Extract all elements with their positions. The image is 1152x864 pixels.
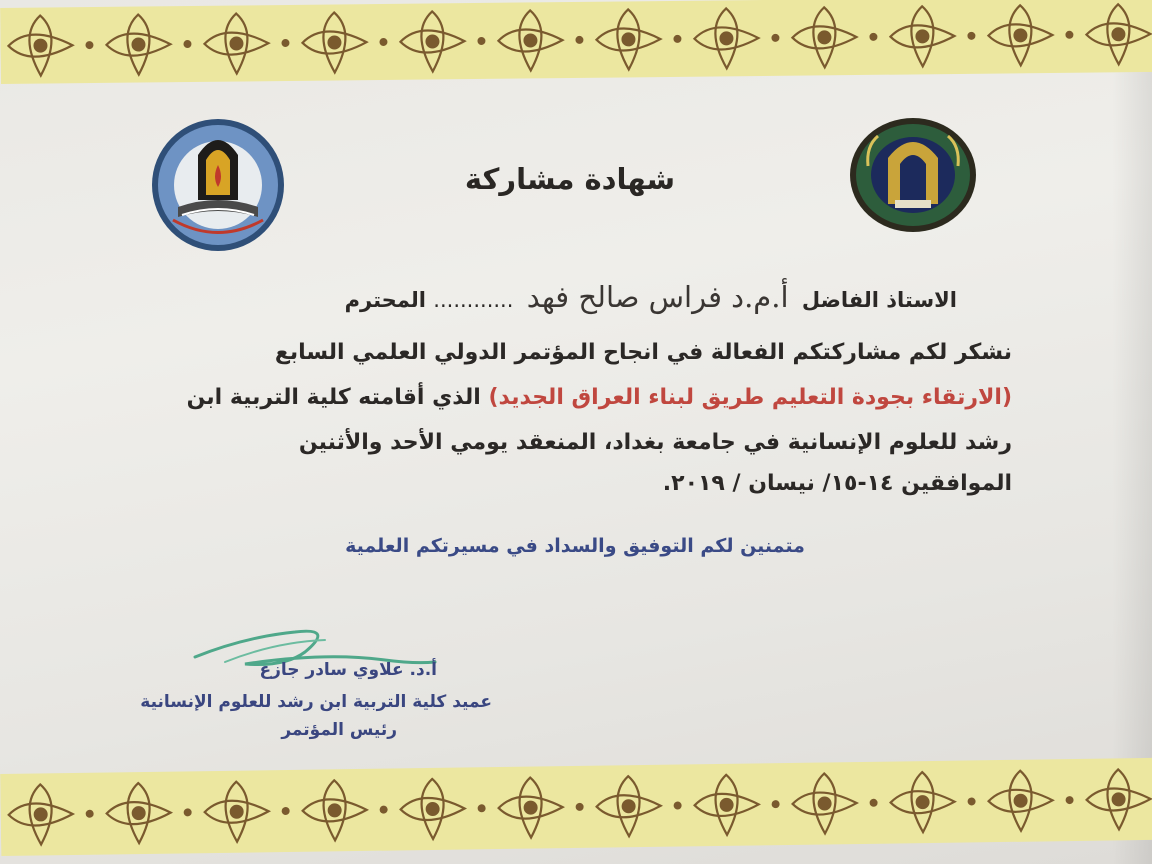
body-line-3: رشد للعلوم الإنسانية في جامعة بغداد، المنعقد يومي الأحد والأثنين	[298, 430, 1012, 455]
certificate-title: شهادة مشاركة	[464, 162, 676, 196]
addressee-line	[345, 280, 957, 314]
name-dots: ............	[433, 288, 514, 312]
top-ornamental-border	[0, 0, 1152, 92]
addressee-prefix: الاستاذ الفاضل	[801, 288, 957, 312]
closing-wish: متمنين لكم التوفيق والسداد في مسيرتكم العلمية	[345, 535, 805, 557]
body-line-2	[187, 385, 1012, 410]
university-logo	[848, 116, 978, 234]
college-logo	[148, 115, 288, 255]
body-line-1: نشكر لكم مشاركتكم الفعالة في انجاح المؤتمر الدولي العلمي السابع	[274, 340, 1012, 365]
signatory-position: عميد كلية التربية ابن رشد للعلوم الإنسانية	[140, 692, 492, 712]
body-line-2-rest: الذي أقامته كلية التربية ابن	[186, 385, 481, 410]
signatory-role: رئيس المؤتمر	[281, 720, 397, 740]
body-line-4: الموافقين ١٤-١٥/ نيسان / ٢٠١٩.	[662, 471, 1012, 496]
addressee-suffix: المحترم	[344, 288, 426, 312]
signatory-name: أ.د. علاوي سادر جازع	[259, 660, 437, 680]
bottom-border-pattern	[0, 750, 1152, 864]
page-edge-shadow	[1112, 0, 1152, 864]
bottom-ornamental-border	[0, 750, 1152, 864]
top-border-pattern	[0, 0, 1152, 92]
recipient-name: أ.م.د فراس صالح فهد	[526, 280, 789, 314]
conference-theme: (الارتقاء بجودة التعليم طريق لبناء العراق الجديد)	[488, 385, 1012, 410]
